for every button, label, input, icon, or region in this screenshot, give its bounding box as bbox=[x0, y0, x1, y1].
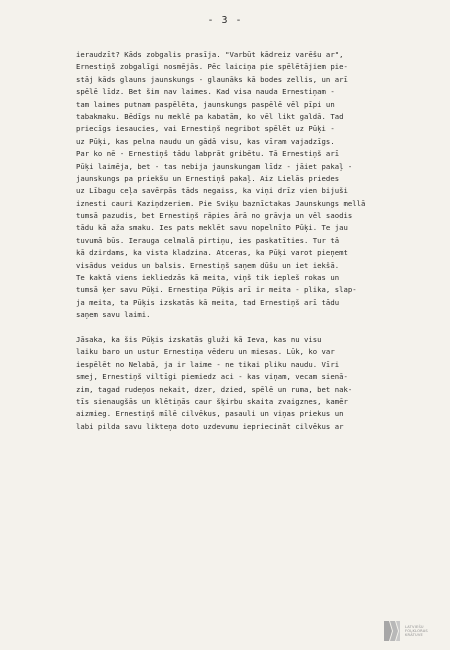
page-number: - 3 - bbox=[207, 15, 243, 26]
text-line: aizmieg. Ernestiņš mīlē cilvēkus, pasauli un viņas priekus un bbox=[76, 409, 344, 419]
text-line: tuvumā būs. Ierauga celmalā pirtiņu, ies paskatīties. Tur tā bbox=[76, 235, 340, 245]
logo-line-2: FOLKLORAS bbox=[405, 628, 428, 633]
text-line: ja meita, ta Pūķis izskatās kā meita, tad Ernestiņš arī tādu bbox=[76, 297, 340, 307]
archive-logo bbox=[382, 618, 446, 644]
text-line: tīs sienaugšās un klētiņās caur šķirbu skaita zvaigznes, kamēr bbox=[76, 396, 348, 406]
text-line: labi pilda savu likteņa doto uzdevumu iepriecināt cilvēkus ar bbox=[76, 421, 344, 431]
text-line: stāj kāds glauns jaunskungs - glaunāks kā bodes zellis, un arī bbox=[76, 74, 348, 84]
document-body bbox=[76, 49, 426, 433]
text-line: iespēlēt no Nelabā, ja ir laime - ne tikai pliku naudu. Vīri bbox=[76, 359, 340, 369]
archive-logo-text bbox=[405, 625, 428, 638]
text-line: visādus veidus un balsis. Ernestiņš saņem dūšu un iet iekšā. bbox=[76, 260, 340, 270]
text-line: iznesti cauri Kaziņdzeriem. Pie Sviķu baznīctakas Jaunskungs mellā bbox=[76, 198, 366, 208]
text-line: saņem savu laimi. bbox=[76, 310, 151, 320]
text-line: laiku baro un ustur Ernestiņa vēderu un miesas. Lūk, ko var bbox=[76, 347, 335, 357]
text-line: priecīgs iesaucies, vai Ernestiņš negribot spēlēt uz Pūķi - bbox=[76, 124, 335, 134]
text-line: tādu kā aža smaku. Ies pats meklēt savu nopelnīto Pūķi. Te jau bbox=[76, 223, 348, 233]
text-line: smej, Ernestiņš viltīgi piemiedz aci - kas viņam, vecam sienā- bbox=[76, 372, 348, 382]
text-line: Te kaktā viens iekliedzās kā meita, viņš tik iepleš rokas un bbox=[76, 273, 340, 283]
logo-line-1: LATVIEŠU bbox=[405, 624, 424, 629]
text-line: kā dzirdams, ka vista kladzina. Atceras, ka Pūķi varot pieņemt bbox=[76, 248, 348, 258]
text-line: ieraudzīt? Kāds zobgalis prasīja. "Varbūt kādreiz varēšu ar", bbox=[76, 50, 344, 59]
text-line: Par ko nē - Ernestiņš tādu labprāt gribētu. Tā Ernestiņš arī bbox=[76, 149, 340, 159]
archive-logo-icon bbox=[382, 619, 402, 643]
text-line: jaunskungs pa priekšu un Ernestiņš pakaļ. Aiz Lielās priedes bbox=[76, 173, 340, 183]
text-line: uz Pūķi, kas pelna naudu un gādā visu, kas vīram vajadzīgs. bbox=[76, 136, 335, 146]
text-line: tam laimes putnam paspēlēta, jaunskungs paspēlē vēl pīpi un bbox=[76, 99, 335, 109]
text-line: tabakmaku. Bēdīgs nu meklē pa kabatām, ko vēl likt galdā. Tad bbox=[76, 111, 344, 121]
logo-line-3: KRĀTUVE bbox=[405, 633, 423, 638]
text-line: Ernestiņš zobgalīgi nosmējās. Pēc laiciņa pie spēlētājiem pie- bbox=[76, 62, 348, 72]
text-line: tumsā pazudis, bet Ernestiņš rāpies ārā no grāvja un vēl saodis bbox=[76, 211, 353, 221]
text-line: zim, tagad rudeņos nekait, dzer, dzied, spēlē un ruma, bet nak- bbox=[76, 384, 353, 394]
text-line: Pūķi laimēja, bet - tas nebija jaunskungam līdz - jāiet pakaļ - bbox=[76, 161, 353, 171]
text-line: uz Lībagu ceļa savērpās tāds negaiss, ka viņi drīz vien bijuši bbox=[76, 186, 348, 196]
text-line: spēlē līdz. Bet šim nav laimes. Kad visa nauda Ernestiņam - bbox=[76, 87, 335, 97]
paragraph-gap bbox=[76, 322, 426, 334]
text-line: Jāsaka, ka šis Pūķis izskatās gluži kā Ieva, kas nu visu bbox=[76, 334, 322, 344]
text-line: tumsā ķer savu Pūķi. Ernestiņa Pūķis arī ir meita - plika, slap- bbox=[76, 285, 357, 295]
